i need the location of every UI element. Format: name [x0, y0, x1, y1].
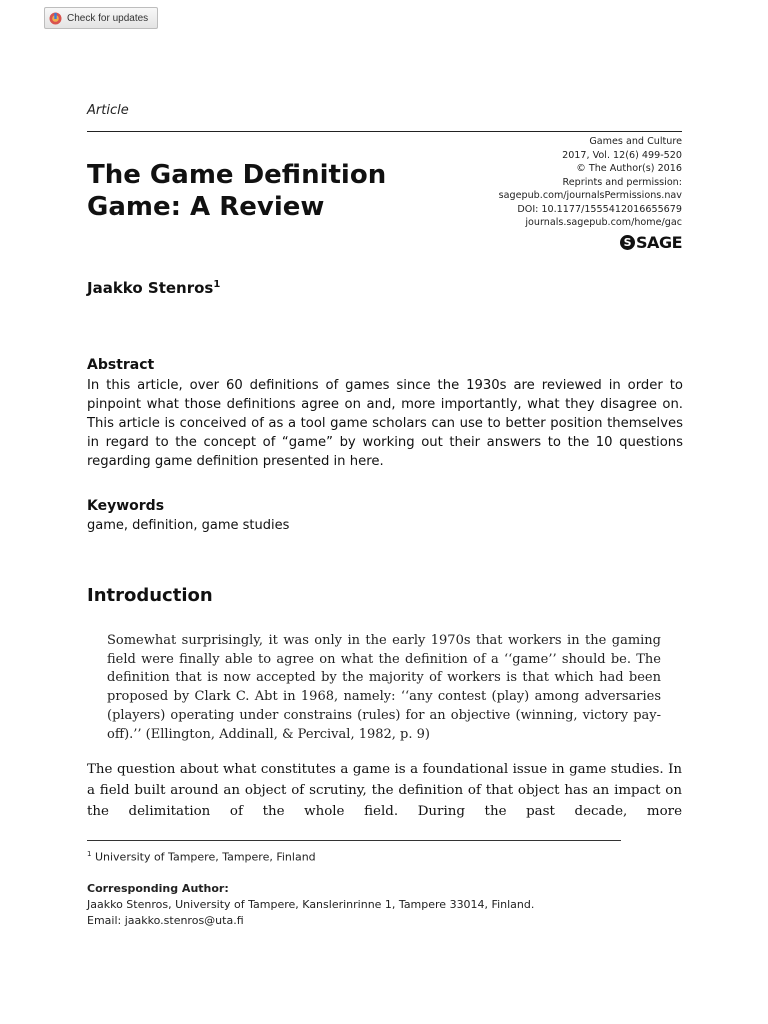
article-type-label: Article: [87, 103, 129, 118]
abstract-heading: Abstract: [87, 357, 155, 373]
check-for-updates-button[interactable]: [44, 7, 158, 29]
body-paragraph-text: The question about what constitutes a game is a foundational issue in game studies. In a field built around an object of scrutiny, the definition of that object has an impact on the delimitation of the whole field. During the past decade, more: [87, 762, 682, 819]
email-link[interactable]: jaakko.stenros@uta.fi: [124, 914, 244, 927]
check-updates-icon: [49, 12, 62, 25]
corresponding-email: [87, 914, 244, 927]
journal-meta: [499, 135, 682, 230]
footnote-mark: 1: [87, 850, 92, 858]
block-quote: Somewhat surprisingly, it was only in the early 1970s that workers in the gaming field were finally able to agree on what the definition of a ‘‘game’’ should be. The definition that is now accepted by the majority of workers is that which had been proposed by Clark C. Abt in 1968, namely: ‘‘any contest (play) among adversaries (players) operating under constrains (rules) for an objective (winning, victory pay-off).’’ (Ellington, Addinall, & Percival, 1982, p. 9): [107, 633, 661, 742]
body-paragraph: [87, 759, 682, 822]
author: [87, 279, 220, 297]
abstract-text: In this article, over 60 definitions of games since the 1930s are reviewed in order to pinpoint what those definitions agree on and, more importantly, what they disagree on. This article is conceived of as a tool game scholars can use to better position themselves in regard to the concept of “game” by working out their answers to the 10 questions regarding game definition presented in here.: [87, 378, 683, 469]
corresponding-author-heading: Corresponding Author:: [87, 882, 229, 895]
footnote: [87, 850, 316, 864]
journal-name: Games and Culture: [589, 136, 682, 147]
author-name: Jaakko Stenros: [87, 279, 214, 297]
reprints-label: Reprints and permission:: [562, 176, 682, 188]
author-affiliation-mark: 1: [213, 279, 221, 290]
publisher-name: SAGE: [636, 233, 682, 252]
footnote-rule: [87, 840, 621, 841]
corresponding-address: Jaakko Stenros, University of Tampere, Kanslerinrinne 1, Tampere 33014, Finland.: [87, 898, 535, 911]
publisher-logo: [620, 233, 682, 252]
permissions-link[interactable]: sagepub.com/journalsPermissions.nav: [498, 190, 682, 201]
keywords-text: game, definition, game studies: [87, 518, 290, 533]
doi-link[interactable]: DOI: 10.1177/1555412016655679: [517, 203, 682, 215]
copyright: © The Author(s) 2016: [576, 163, 682, 174]
sage-logo-icon: S: [620, 235, 635, 250]
title-line-2: Game: A Review: [87, 192, 325, 222]
check-updates-label: Check for updates: [67, 12, 149, 24]
article-title: [87, 159, 447, 223]
journal-volume: 2017, Vol. 12(6) 499-520: [562, 149, 682, 161]
introduction-heading: Introduction: [87, 585, 213, 606]
title-line-1: The Game Definition: [87, 160, 387, 190]
header-rule: [87, 131, 682, 132]
email-label: Email:: [87, 914, 125, 927]
journal-url-link[interactable]: journals.sagepub.com/home/gac: [525, 217, 682, 228]
keywords-heading: Keywords: [87, 498, 165, 514]
footnote-text: University of Tampere, Tampere, Finland: [94, 850, 316, 864]
